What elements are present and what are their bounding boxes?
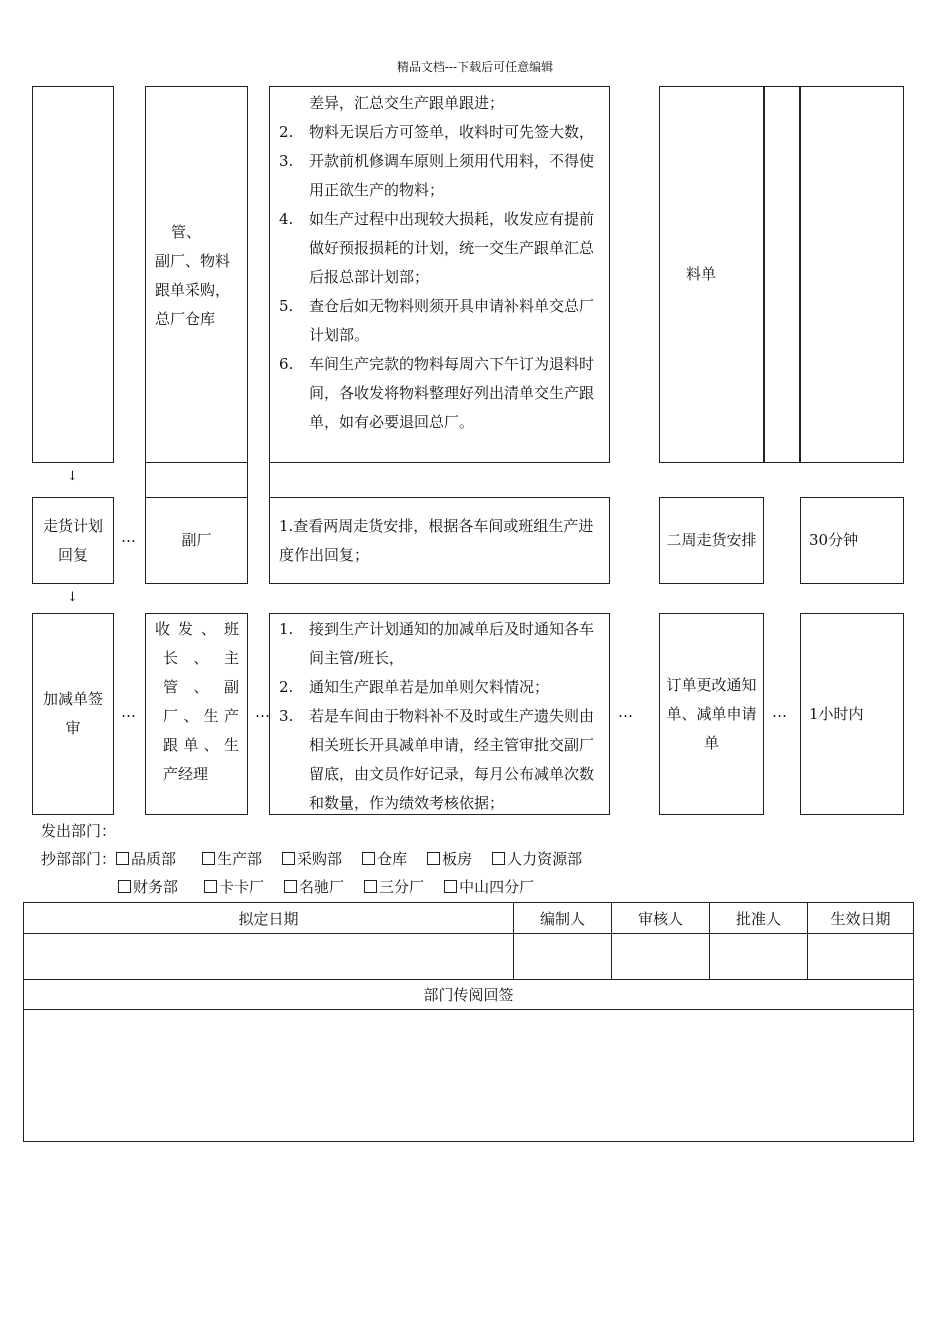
time-box-order-adjust [800, 613, 904, 815]
dept-line: 产经理 [163, 765, 209, 783]
list-item: 3. 开款前机修调车原则上须用代用料，不得使用正欲生产的物料； [279, 152, 595, 199]
approved-by-cell[interactable] [710, 934, 808, 980]
time-box-top [800, 86, 904, 463]
doc-label: 料单 [686, 265, 717, 283]
header-approved-by: 批准人 [710, 903, 808, 934]
time-label: 1小时内 [809, 704, 864, 723]
checkbox-icon [118, 880, 131, 893]
dept-line: 跟单采购， [155, 281, 231, 299]
effective-date-cell[interactable] [808, 934, 914, 980]
list-item: 5. 查仓后如无物料则须开具申请补料单交总厂计划部。 [279, 297, 595, 344]
ellipsis: … [121, 528, 135, 546]
arrow-icon: ↓ [67, 469, 78, 484]
cc-checkbox-third-factory[interactable]: 三分厂 [364, 873, 424, 902]
checkbox-icon [362, 852, 375, 865]
content-box-ship-reply [269, 497, 610, 584]
list-item: 3. 若是车间由于物料补不及时或生产遗失则由相关班长开具减单申请，经主管审批交副厂留底，由文员作好记录，每月公布减单次数和数量，作为绩效考核依据； [279, 707, 595, 812]
content-text: 1.查看两周走货安排，根据各车间或班组生产进度作出回复； [279, 516, 594, 564]
cc-checkbox-kaka-factory[interactable]: 卡卡厂 [204, 873, 264, 902]
circulation-signoff-area[interactable] [24, 1010, 914, 1142]
cc-row-2 [118, 873, 554, 902]
cc-checkbox-purchasing[interactable]: 采购部 [282, 845, 342, 874]
connector-line [247, 463, 248, 497]
divider-box-top [764, 86, 800, 463]
step-box-order-adjust [32, 613, 114, 815]
checkbox-icon [282, 852, 295, 865]
cc-checkbox-quality[interactable]: 品质部 [116, 845, 176, 874]
cc-checkbox-sample-room[interactable]: 板房 [427, 845, 472, 874]
cc-checkbox-warehouse[interactable]: 仓库 [362, 845, 407, 874]
dept-line: 管、 [171, 223, 202, 241]
table-row [24, 1010, 914, 1142]
dept-box-order-adjust [145, 613, 248, 815]
draft-date-cell[interactable] [24, 934, 514, 980]
checkbox-icon [444, 880, 457, 893]
cc-checkbox-hr[interactable]: 人力资源部 [492, 845, 582, 874]
checkbox-icon [116, 852, 129, 865]
step-label: 加减单签审 [42, 690, 103, 737]
connector-line [269, 463, 270, 497]
content-box-order-adjust [269, 613, 610, 815]
ellipsis: … [772, 703, 786, 721]
page-header: 精品文档---下载后可任意编辑 [396, 60, 554, 74]
dept-box-ship-reply [145, 497, 248, 584]
checkbox-icon [364, 880, 377, 893]
doc-box-top [659, 86, 764, 463]
circulation-header: 部门传阅回签 [24, 980, 914, 1010]
dept-box-top [145, 86, 248, 463]
dept-line: 管、副 [163, 678, 239, 696]
cc-checkbox-production[interactable]: 生产部 [202, 845, 262, 874]
header-prepared-by: 编制人 [514, 903, 612, 934]
list-item: 1. 接到生产计划通知的加减单后及时通知各车间主管/班长， [279, 620, 595, 667]
doc-box-order-adjust [659, 613, 764, 815]
doc-box-ship-reply [659, 497, 764, 584]
signoff-table [23, 902, 914, 1142]
dept-line: 副厂、物料 [155, 252, 231, 270]
dept-line: 收发、班 [155, 620, 239, 638]
checkbox-icon [284, 880, 297, 893]
time-box-ship-reply [800, 497, 904, 584]
step-box-top [32, 86, 114, 463]
connector-line [145, 463, 146, 497]
arrow-icon: ↓ [67, 590, 78, 605]
doc-label: 订单更改通知单、减单申请单 [666, 675, 757, 752]
list-item: 4. 如生产过程中出现较大损耗，收发应有提前做好预报损耗的计划，统一交生产跟单汇总后报总部计划部； [279, 210, 595, 286]
content-box-top [269, 86, 610, 463]
checkbox-icon [202, 852, 215, 865]
table-row [24, 980, 914, 1010]
cc-checkbox-mingchi-factory[interactable]: 名驰厂 [284, 873, 344, 902]
doc-label: 二周走货安排 [666, 531, 757, 549]
ellipsis: … [255, 703, 269, 721]
cc-label: 抄部部门： [41, 850, 117, 868]
header-draft-date: 拟定日期 [24, 903, 514, 934]
list-item: 2. 通知生产跟单若是加单则欠料情况； [279, 678, 550, 696]
checkbox-icon [427, 852, 440, 865]
dept-line: 总厂仓库 [155, 310, 216, 328]
time-label: 30分钟 [809, 531, 859, 549]
prepared-by-cell[interactable] [514, 934, 612, 980]
issue-dept-label: 发出部门： [41, 822, 117, 840]
header-effective-date: 生效日期 [808, 903, 914, 934]
ellipsis: … [618, 703, 632, 721]
cc-row-1 [41, 845, 602, 874]
step-label: 走货计划回复 [42, 516, 103, 564]
content-steps-top [279, 118, 601, 437]
list-item: 6. 车间生产完款的物料每周六下午订为退料时间，各收发将物料整理好列出清单交生产跟单，如有必要退回总厂。 [279, 355, 595, 431]
list-item: 2. 物料无误后方可签单，收料时可先签大数， [279, 123, 595, 141]
dept-line: 厂、生产 [163, 707, 239, 725]
content-steps-order-adjust [279, 615, 601, 818]
dept-line: 跟单、生 [163, 736, 239, 754]
dept-line: 长、主 [163, 649, 239, 667]
dept-label: 副厂 [181, 531, 212, 549]
cc-checkbox-zhongshan-factory[interactable]: 中山四分厂 [444, 873, 534, 902]
checkbox-icon [204, 880, 217, 893]
step-box-ship-reply [32, 497, 114, 584]
ellipsis: … [121, 703, 135, 721]
checkbox-icon [492, 852, 505, 865]
reviewed-by-cell[interactable] [612, 934, 710, 980]
header-reviewed-by: 审核人 [612, 903, 710, 934]
content-continuation: 差异，汇总交生产跟单跟进； [309, 94, 505, 112]
table-row [24, 934, 914, 980]
table-row [24, 903, 914, 934]
cc-checkbox-finance[interactable]: 财务部 [118, 873, 178, 902]
